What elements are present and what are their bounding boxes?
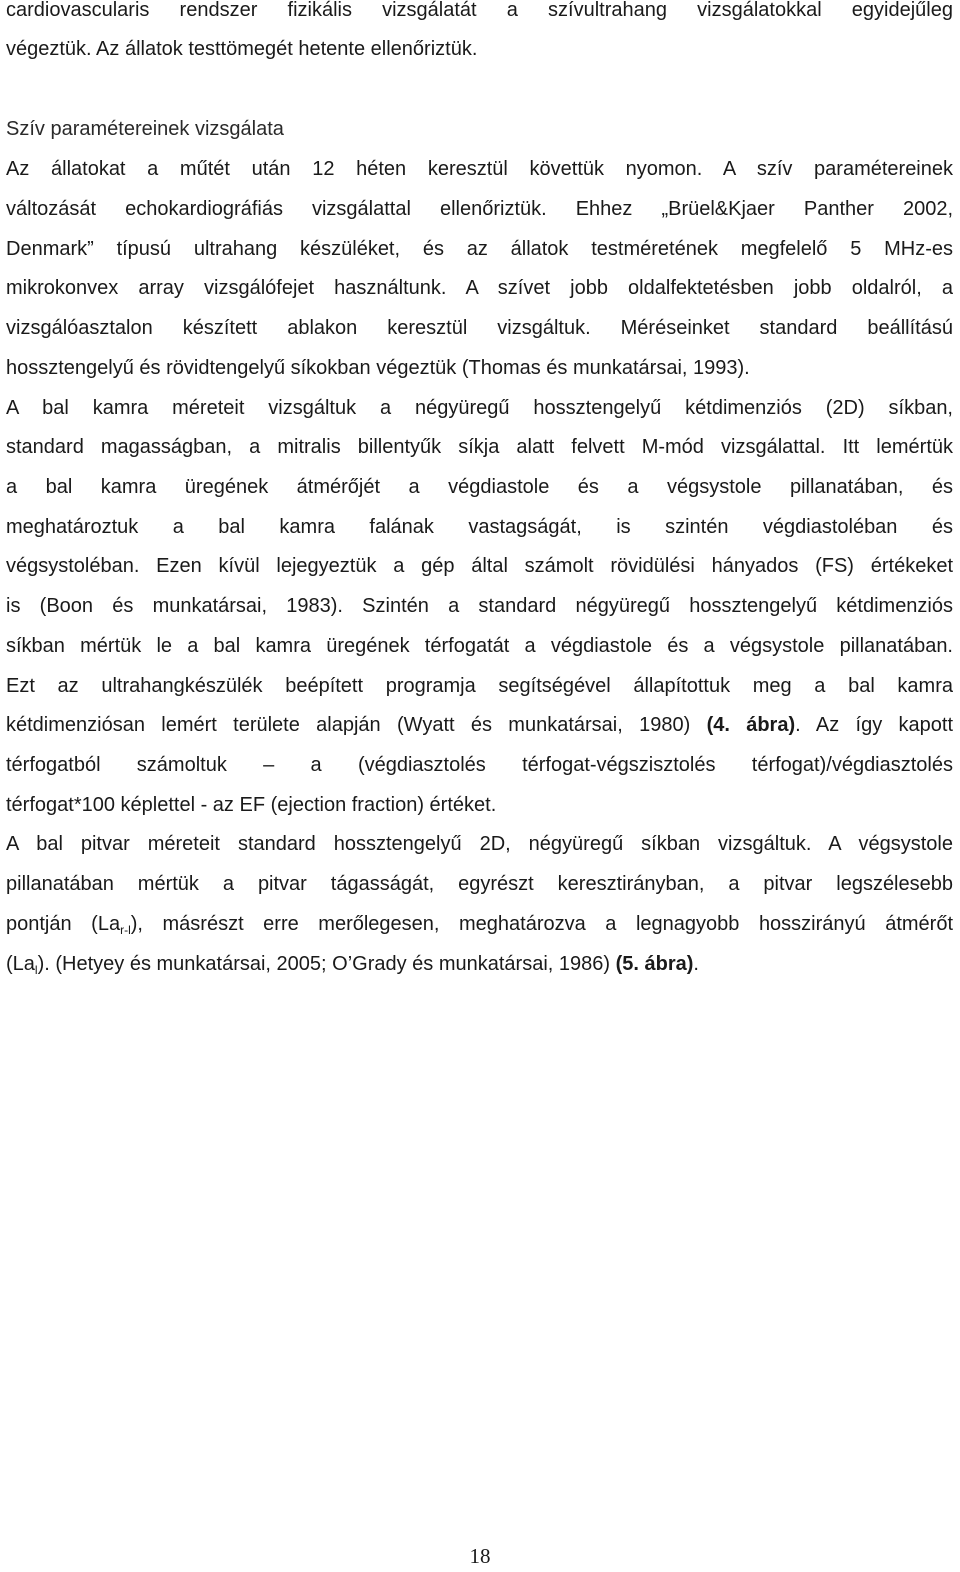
text-line: térfogatból számoltuk – a (végdiasztolés térfogat-végszisztolés térfogat)/végdiasztolés	[6, 754, 953, 776]
figure-reference: (4. ábra)	[706, 714, 796, 736]
subscript: l	[34, 963, 38, 977]
text-line: A bal kamra méreteit vizsgáltuk a négyüregű hossztengelyű kétdimenziós (2D) síkban,	[6, 397, 953, 419]
text-line: végeztük. Az állatok testtömegét hetente ellenőriztük.	[6, 38, 478, 60]
subscript: r-l	[120, 923, 131, 937]
text-line: Az állatokat a műtét után 12 héten keresztül követtük nyomon. A szív paramétereinek	[6, 158, 953, 180]
text-line: végsystoléban. Ezen kívül lejegyeztük a gép által számolt rövidülési hányados (FS) értékeket	[6, 555, 953, 577]
text-line: standard magasságban, a mitralis billentyűk síkja alatt felvett M-mód vizsgálattal. Itt lemértük	[6, 436, 953, 458]
section-heading: Szív paramétereinek vizsgálata	[6, 118, 284, 140]
figure-reference: (5. ábra)	[615, 953, 694, 975]
text-line	[6, 952, 953, 976]
text-line: változását echokardiográfiás vizsgálattal ellenőriztük. Ehhez „Brüel&Kjaer Panther 2002,	[6, 198, 953, 220]
text-line: síkban mértük le a bal kamra üregének térfogatát a végdiastole és a végsystole pillanatában.	[6, 635, 953, 657]
text-line: meghatároztuk a bal kamra falának vastagságát, is szintén végdiastoléban és	[6, 516, 953, 538]
text-span: kétdimenziósan lemért területe alapján (Wyatt és munkatársai, 1980)	[6, 714, 707, 736]
text-span: ), másrészt erre merőlegesen, meghatározva a legnagyobb hosszirányú átmérőt	[130, 913, 954, 935]
text-line: térfogat*100 képlettel - az EF (ejection fraction) értéket.	[6, 794, 497, 816]
text-line: is (Boon és munkatársai, 1983). Szintén a standard négyüregű hossztengelyű kétdimenziós	[6, 595, 953, 617]
text-line: mikrokonvex array vizsgálófejet használtunk. A szívet jobb oldalfektetésben jobb oldalról, a	[6, 277, 953, 299]
text-span: ). (Hetyey és munkatársai, 2005; O’Grady és munkatársai, 1986)	[37, 953, 616, 975]
text-span: . Az így kapott	[795, 714, 953, 736]
text-span: (La	[6, 953, 35, 975]
text-span: pontján (La	[6, 913, 121, 935]
text-line: A bal pitvar méreteit standard hossztengelyű 2D, négyüregű síkban vizsgáltuk. A végsystole	[6, 833, 953, 855]
text-line: a bal kamra üregének átmérőjét a végdiastole és a végsystole pillanatában, és	[6, 476, 953, 498]
text-line: cardiovascularis rendszer fizikális vizsgálatát a szívultrahang vizsgálatokkal egyidejűleg	[6, 0, 953, 21]
text-line	[6, 713, 953, 737]
text-line: pillanatában mértük a pitvar tágasságát, egyrészt keresztirányban, a pitvar legszélesebb	[6, 873, 953, 895]
text-line: Denmark” típusú ultrahang készüléket, és az állatok testméretének megfelelő 5 MHz-es	[6, 238, 953, 260]
text-line: Ezt az ultrahangkészülék beépített programja segítségével állapítottuk meg a bal kamra	[6, 675, 953, 697]
text-line: hossztengelyű és rövidtengelyű síkokban végeztük (Thomas és munkatársai, 1993).	[6, 357, 750, 379]
page-number: 18	[469, 1544, 491, 1568]
text-span: .	[693, 953, 699, 975]
text-line: vizsgálóasztalon készített ablakon keresztül vizsgáltuk. Méréseinket standard beállítású	[6, 317, 953, 339]
text-line	[6, 912, 953, 936]
